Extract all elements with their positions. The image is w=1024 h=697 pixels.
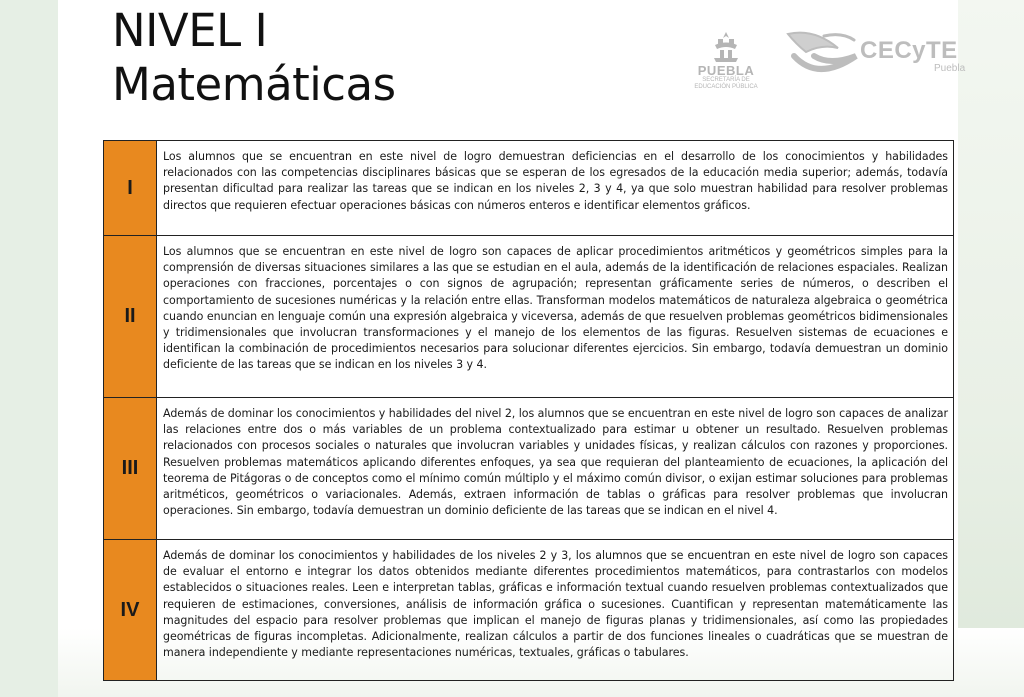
title-line-2: Matemáticas (112, 58, 396, 111)
level-description-cell: Los alumnos que se encuentran en este nivel de logro son capaces de aplicar procedimientos aritméticos y geométricos simples para la comprensión de diversas situaciones similares a las que se estudian en el aula, además de la identificación de relaciones espaciales. Realizan operaciones con fracciones, porcentajes o con signos de agrupación; representan gráficamente series de números, o describen el comportamiento de sucesiones numéricas y la relación entre ellas. Transforman modelos matemáticos de naturaleza algebraica o geométrica cuando enuncian en lenguaje común una expresión algebraica y viceversa, además de que resuelven problemas geométricos bidimensionales y tridimensionales que involucran transformaciones y el manejo de los elementos de las figuras. Resuelven sistemas de ecuaciones e identifican la combinación de procedimientos necesarios para solucionar diferentes ejercicios. Sin embargo, todavía demuestran un dominio deficiente de las tareas que se indican en los niveles 3 y 4. (157, 236, 954, 398)
puebla-emblem-icon (708, 30, 744, 64)
level-label-cell: II (104, 236, 157, 398)
table-row-level-3 (104, 398, 954, 540)
table-row-level-1 (104, 141, 954, 236)
level-description-cell: Además de dominar los conocimientos y habilidades de los niveles 2 y 3, los alumnos que se encuentran en este nivel de logro son capaces de evaluar el entorno e integrar los datos obtenidos mediante diferentes procedimientos matemáticos, para contrastarlos con modelos establecidos o situaciones reales. Leen e interpretan tablas, gráficas e información textual cuando resuelven problemas contextualizados que requieren de estimaciones, conversiones, análisis de información gráfica o sucesiones. Cuantifican y representan matemáticamente las magnitudes del espacio para resolver problemas que implican el manejo de figuras planas y tridimensionales, así como las propiedades geométricas de figuras incompletas. Adicionalmente, realizan cálculos a partir de dos funciones lineales o cuadráticas que se muestran de manera independiente y mediante representaciones numéricas, textuales, gráficas o tabulares. (157, 540, 954, 681)
table-row-level-2 (104, 236, 954, 398)
level-label-cell: IV (104, 540, 157, 681)
puebla-logo (686, 30, 766, 96)
cecyte-logo (784, 26, 974, 82)
achievement-levels-table (103, 140, 954, 681)
cecyte-logo-name: CECyTE (860, 37, 958, 64)
slide-title (112, 4, 396, 112)
right-decor-band (958, 0, 1024, 697)
puebla-logo-line1: SECRETARÍA DE (702, 77, 750, 83)
level-description-cell: Además de dominar los conocimientos y habilidades del nivel 2, los alumnos que se encuentran en este nivel de logro son capaces de analizar las relaciones entre dos o más variables de un problema contextualizado para estimar u obtener un resultado. Resuelven problemas relacionados con procesos sociales o naturales que involucran variables y unidades físicas, y realizan cálculos con razones y proporciones. Resuelven problemas matemáticos aplicando diferentes enfoques, ya sea que requieran del planteamiento de ecuaciones, la aplicación del teorema de Pitágoras o de conceptos como el mínimo común múltiplo y el máximo común divisor, o exijan estimar soluciones para problemas aritméticos, geométricos o variacionales. Además, extraen información de tablas o gráficas para resolver problemas que involucran operaciones. Sin embargo, todavía demuestran un dominio deficiente de las tareas que se indican en el nivel 4. (157, 398, 954, 540)
title-line-1: NIVEL I (112, 4, 268, 57)
level-description-cell: Los alumnos que se encuentran en este nivel de logro demuestran deficiencias en el desarrollo de los conocimientos y habilidades relacionados con las competencias disciplinares básicas que se esperan de los egresados de la educación media superior; además, todavía presentan dificultad para realizar las tareas que se indican en los niveles 2, 3 y 4, ya que solo muestran habilidad para resolver problemas directos que requieren efectuar operaciones básicas con números enteros e identificar elementos gráficos. (157, 141, 954, 236)
level-label-cell: III (104, 398, 157, 540)
puebla-logo-name: PUEBLA (697, 63, 755, 78)
cecyte-logo-sub: Puebla (934, 63, 966, 74)
left-decor-band (0, 0, 58, 697)
puebla-logo-line2: EDUCACIÓN PÚBLICA (694, 84, 758, 90)
table-row-level-4 (104, 540, 954, 681)
cecyte-swoosh-icon (784, 26, 860, 82)
level-label-cell: I (104, 141, 157, 236)
